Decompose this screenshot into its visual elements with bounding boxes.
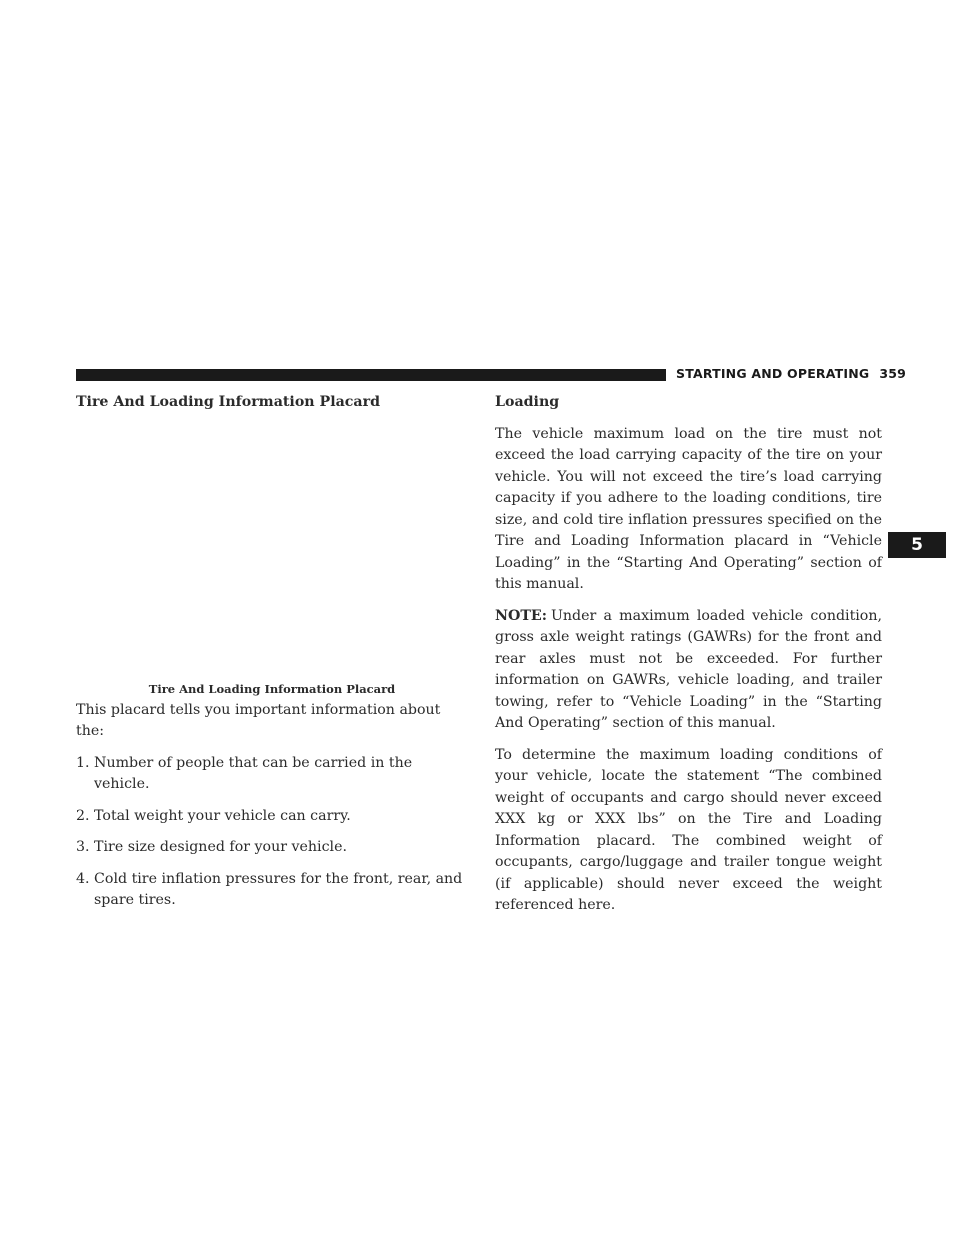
loading-heading: Loading [495,394,560,410]
chapter-tab: 5 [888,532,946,558]
note-text: Under a maximum loaded vehicle condition, gross axle weight ratings (GAWRs) for the front and rear axles must not be exceeded. For further information on GAWRs, vehicle loading, and trailer towing, refer to “Vehicle Loading” in the “Starting And Operating” section of this manual. [495,607,882,731]
loading-paragraph-1: The vehicle maximum load on the tire must not exceed the load carrying capacity of the tire on your vehicle. You will not exceed the tire’s load carrying capacity if you adhere to the loading conditions, tire size, and cold tire inflation pressures specified on the Tire and Loading Information placard in “Vehicle Loading” in the “Starting And Operating” section of this manual. [495,425,882,592]
note-paragraph [495,606,882,735]
page-number: 359 [879,366,907,381]
list-item: 3. Tire size designed for your vehicle. [76,839,347,855]
header-section-title: STARTING AND OPERATING [676,366,870,381]
placard-intro: This placard tells you important information about the: [76,701,441,739]
figure-caption: Tire And Loading Information Placard [148,681,396,696]
list-item: 4. Cold tire inflation pressures for the front, rear, and spare tires. [76,870,463,908]
placard-section-heading: Tire And Loading Information Placard [76,394,381,410]
placard-figure [76,424,468,682]
loading-paragraph-2: To determine the maximum loading conditions of your vehicle, locate the statement “The combined weight of occupants and cargo should never exceed XXX kg or XXX lbs” on the Tire and Loading Information placard. The combined weight of occupants, cargo/luggage and trailer tongue weight (if applicable) should never exceed the weight referenced here. [495,746,882,913]
list-item: 2. Total weight your vehicle can carry. [76,807,351,824]
running-header [676,366,906,381]
right-column [495,392,882,927]
left-column [76,392,468,922]
header-rule [76,369,666,381]
list-item: 1. Number of people that can be carried in the vehicle. [76,754,413,792]
note-label: NOTE: [495,607,547,624]
